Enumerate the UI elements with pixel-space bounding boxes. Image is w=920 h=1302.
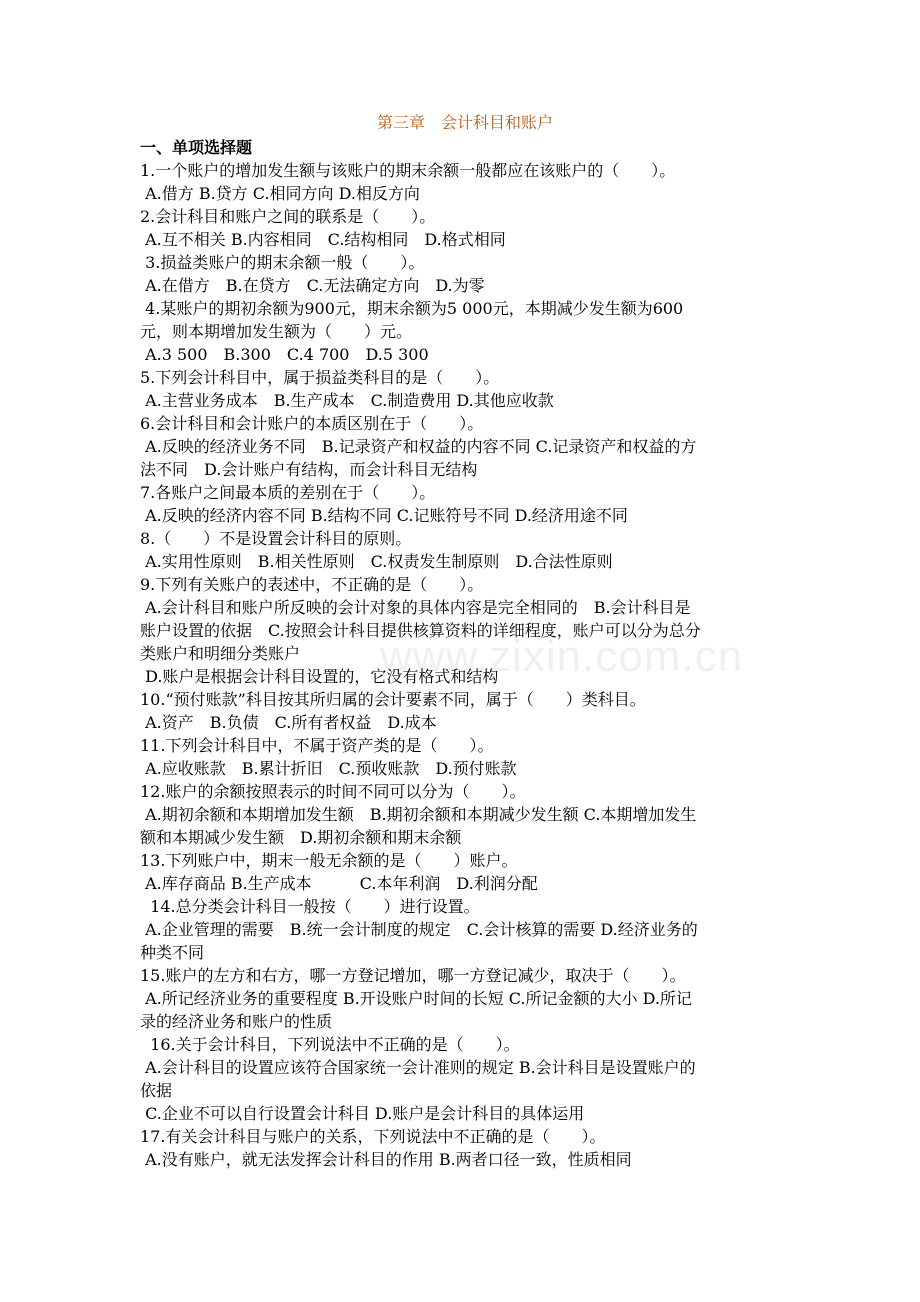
text-line: A.反映的经济业务不同 B.记录资产和权益的内容不同 C.记录资产和权益的方: [140, 437, 697, 456]
watermark: www.zixin.com.cn: [380, 632, 744, 681]
text-line: 16.关于会计科目，下列说法中不正确的是（ ）。: [140, 1035, 520, 1054]
text-line: 12.账户的余额按照表示的时间不同可以分为（ ）。: [140, 782, 526, 801]
section-heading: 一、单项选择题: [140, 138, 253, 157]
text-line: A.会计科目和账户所反映的会计对象的具体内容是完全相同的 B.会计科目是: [140, 598, 691, 617]
document-page: [140, 110, 790, 1171]
text-line: C.企业不可以自行设置会计科目 D.账户是会计科目的具体运用: [140, 1104, 585, 1123]
text-line: A.在借方 B.在贷方 C.无法确定方向 D.为零: [140, 276, 485, 295]
text-line: 11.下列会计科目中，不属于资产类的是（ ）。: [140, 736, 494, 755]
text-line: A.实用性原则 B.相关性原则 C.权责发生制原则 D.合法性原则: [140, 552, 613, 571]
chapter-title: 第三章 会计科目和账户: [376, 113, 553, 132]
text-line: A.资产 B.负债 C.所有者权益 D.成本: [140, 713, 437, 732]
text-line: A.主营业务成本 B.生产成本 C.制造费用 D.其他应收款: [140, 391, 554, 410]
text-line: 1.一个账户的增加发生额与该账户的期末余额一般都应在该账户的（ ）。: [140, 161, 676, 180]
text-line: 13.下列账户中，期末一般无余额的是（ ）账户。: [140, 851, 518, 870]
text-line: 14.总分类会计科目一般按（ ）进行设置。: [140, 897, 480, 916]
text-line: 8.（ ）不是设置会计科目的原则。: [140, 529, 412, 548]
text-line: 依据: [140, 1081, 173, 1100]
text-line: A.3 500 B.300 C.4 700 D.5 300: [140, 345, 429, 364]
text-line: 4.某账户的期初余额为900元，期末余额为5 000元，本期减少发生额为600: [140, 299, 684, 318]
text-line: 账户设置的依据 C.按照会计科目提供核算资料的详细程度，账户可以分为总分: [140, 621, 701, 640]
text-line: 15.账户的左方和右方，哪一方登记增加，哪一方登记减少，取决于（ ）。: [140, 966, 686, 985]
text-line: A.库存商品 B.生产成本 C.本年利润 D.利润分配: [140, 874, 538, 893]
text-line: 5.下列会计科目中，属于损益类科目的是（ ）。: [140, 368, 500, 387]
text-line: 10.“预付账款”科目按其所归属的会计要素不同，属于（ ）类科目。: [140, 690, 646, 709]
text-line: 3.损益类账户的期末余额一般（ ）。: [140, 253, 425, 272]
text-line: A.没有账户，就无法发挥会计科目的作用 B.两者口径一致，性质相同: [140, 1150, 632, 1169]
text-line: 6.会计科目和会计账户的本质区别在于（ ）。: [140, 414, 484, 433]
question-list: [140, 159, 790, 1171]
text-line: A.所记经济业务的重要程度 B.开设账户时间的长短 C.所记金额的大小 D.所记: [140, 989, 692, 1008]
text-line: 录的经济业务和账户的性质: [140, 1012, 333, 1031]
text-line: 法不同 D.会计账户有结构，而会计科目无结构: [140, 460, 478, 479]
text-line: A.会计科目的设置应该符合国家统一会计准则的规定 B.会计科目是设置账户的: [140, 1058, 696, 1077]
text-line: 9.下列有关账户的表述中，不正确的是（ ）。: [140, 575, 484, 594]
text-line: 2.会计科目和账户之间的联系是（ ）。: [140, 207, 436, 226]
text-line: A.借方 B.贷方 C.相同方向 D.相反方向: [140, 184, 420, 203]
text-line: 额和本期减少发生额 D.期初余额和期末余额: [140, 828, 462, 847]
text-line: A.企业管理的需要 B.统一会计制度的规定 C.会计核算的需要 D.经济业务的: [140, 920, 698, 939]
text-line: 7.各账户之间最本质的差别在于（ ）。: [140, 483, 436, 502]
text-line: A.应收账款 B.累计折旧 C.预收账款 D.预付账款: [140, 759, 517, 778]
text-line: 类账户和明细分类账户: [140, 644, 301, 663]
text-line: 元，则本期增加发生额为（ ）元。: [140, 322, 413, 341]
text-line: D.账户是根据会计科目设置的，它没有格式和结构: [140, 667, 499, 686]
text-line: A.互不相关 B.内容相同 C.结构相同 D.格式相同: [140, 230, 506, 249]
text-line: A.期初余额和本期增加发生额 B.期初余额和本期减少发生额 C.本期增加发生: [140, 805, 697, 824]
text-line: 17.有关会计科目与账户的关系，下列说法中不正确的是（ ）。: [140, 1127, 606, 1146]
text-line: 种类不同: [140, 943, 205, 962]
text-line: A.反映的经济内容不同 B.结构不同 C.记账符号不同 D.经济用途不同: [140, 506, 628, 525]
